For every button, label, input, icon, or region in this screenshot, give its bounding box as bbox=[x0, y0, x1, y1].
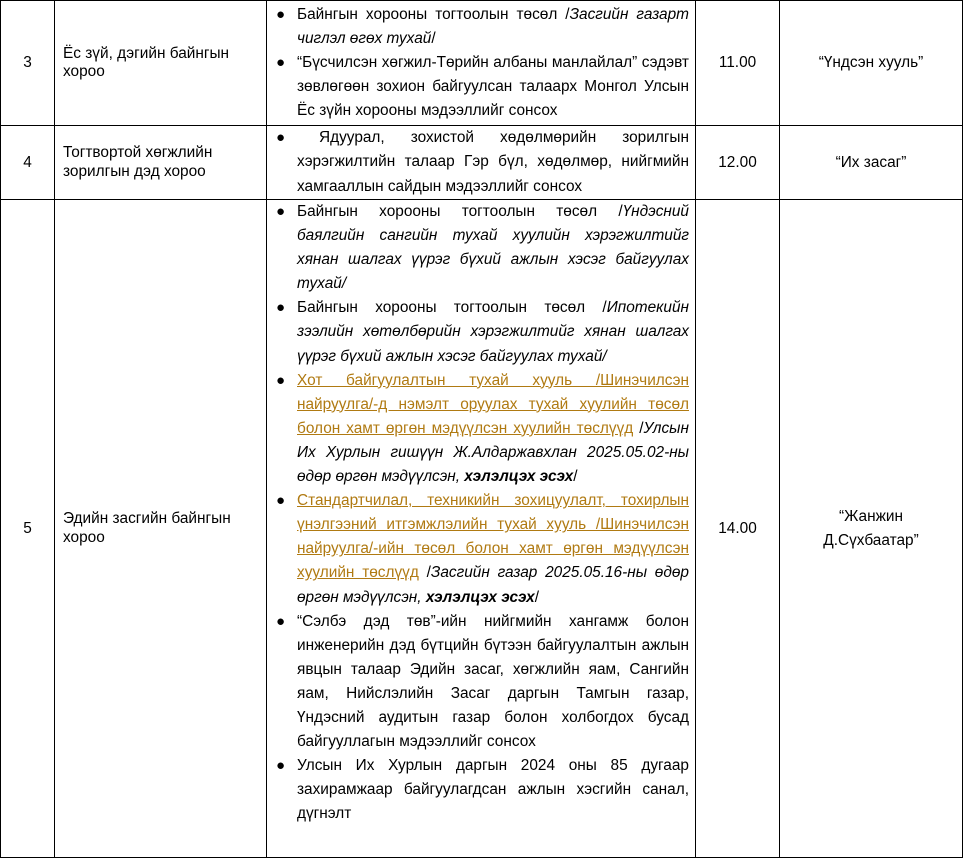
agenda-items bbox=[267, 200, 696, 858]
committee-name: Эдийн засгийн байнгын хороо bbox=[55, 200, 267, 858]
row-number: 5 bbox=[1, 200, 55, 858]
meeting-time: 11.00 bbox=[696, 1, 780, 126]
table-row bbox=[1, 200, 963, 858]
committee-name: Ёс зүй, дэгийн байнгын хороо bbox=[55, 1, 267, 126]
row-number: 3 bbox=[1, 1, 55, 126]
bullet-icon: ● bbox=[276, 371, 286, 389]
list-item: ● Ядуурал, зохистой хөдөлмөрийн зорилгын хэрэгжилтийн талаар Гэр бүл, хөдөлмөр, нийгмийн хамгааллын сайдын мэдээллийг сонсох bbox=[273, 126, 689, 198]
meeting-time: 12.00 bbox=[696, 126, 780, 200]
list-item: ● “Бүсчилсэн хөгжил-Төрийн албаны манлайлал” сэдэвт зөвлөгөөн зохион байгуулсан талаарх Монгол Улсын Ёс зүйн хорооны мэдээллийг сонсох bbox=[273, 51, 689, 123]
row-number: 4 bbox=[1, 126, 55, 200]
law-draft-link[interactable]: Хот байгуулалтын тухай хууль /Шинэчилсэн найруулга/-д нэмэлт оруулах тухай хуулийн төсөл болон хамт өргөн мэдүүлсэн хуулийн төслүүд bbox=[297, 371, 689, 437]
table-row bbox=[1, 126, 963, 200]
law-draft-link[interactable]: Стандартчилал, техникийн зохицуулалт, тохирлын үнэлгээний итгэмжлэлийн тухай хууль /Шинэчилсэн найруулга/-ийн төсөл болон хамт өргөн мэдүүлсэн хуулийн төслүүд bbox=[297, 492, 689, 582]
table-row bbox=[1, 1, 963, 126]
list-item: ● Байнгын хорооны тогтоолын төсөл /Ипотекийн зээлийн хөтөлбөрийн хэрэгжилтийг хянан шалгах үүрэг бүхий ажлын хэсэг байгуулах тухай/ bbox=[273, 296, 689, 368]
bullet-icon: ● bbox=[276, 53, 286, 71]
bullet-icon: ● bbox=[276, 5, 286, 23]
list-item: ● Байнгын хорооны тогтоолын төсөл /Засгийн газарт чиглэл өгөх тухай/ bbox=[273, 3, 689, 51]
bullet-icon: ● bbox=[276, 299, 286, 317]
meeting-room: “Үндсэн хууль” bbox=[780, 1, 963, 126]
list-item: ● Стандартчилал, техникийн зохицуулалт, тохирлын үнэлгээний итгэмжлэлийн тухай хууль /Шинэчилсэн найруулга/-ийн төсөл болон хамт өргөн мэдүүлсэн хуулийн төслүүд /Засгийн газар 2025.05.16-ны өдөр өргөн мэдүүлсэн, хэлэлцэх эсэх/ bbox=[273, 489, 689, 609]
agenda-items bbox=[267, 126, 696, 200]
bullet-icon: ● bbox=[276, 492, 286, 510]
agenda-items bbox=[267, 1, 696, 126]
list-item: ● Улсын Их Хурлын даргын 2024 оны 85 дугаар захирамжаар байгуулагдсан ажлын хэсгийн санал, дүгнэлт bbox=[273, 754, 689, 826]
committee-name: Тогтвортой хөгжлийн зорилгын дэд хороо bbox=[55, 126, 267, 200]
meeting-time: 14.00 bbox=[696, 200, 780, 858]
list-item: ● “Сэлбэ дэд төв”-ийн нийгмийн хангамж болон инженерийн дэд бүтцийн бүтээн байгуулалтын ажлын явцын талаар Эдийн засаг, хөгжлийн яам, Сангийн яам, Нийслэлийн Засаг даргын Тамгын газар, Үндэсний аудитын газар болон холбогдох бусад байгууллагын мэдээллийг сонсох bbox=[273, 610, 689, 755]
bullet-icon: ● bbox=[276, 203, 286, 220]
meeting-room: “Жанжин Д.Сүхбаатар” bbox=[780, 200, 963, 858]
meeting-room: “Их засаг” bbox=[780, 126, 963, 200]
bullet-icon: ● bbox=[276, 612, 286, 630]
bullet-icon: ● bbox=[276, 757, 286, 775]
list-item: ● Байнгын хорооны тогтоолын төсөл /Үндэсний баялгийн сангийн тухай хуулийн хэрэгжилтийг хянан шалгах үүрэг бүхий ажлын хэсэг байгуулах тухай/ bbox=[273, 200, 689, 296]
list-item: ● Хот байгуулалтын тухай хууль /Шинэчилсэн найруулга/-д нэмэлт оруулах тухай хуулийн төсөл болон хамт өргөн мэдүүлсэн хуулийн төслүүд /Улсын Их Хурлын гишүүн Ж.Алдаржавхлан 2025.05.02-ны өдөр өргөн мэдүүлсэн, хэлэлцэх эсэх/ bbox=[273, 369, 689, 489]
bullet-icon: ● bbox=[276, 129, 286, 147]
